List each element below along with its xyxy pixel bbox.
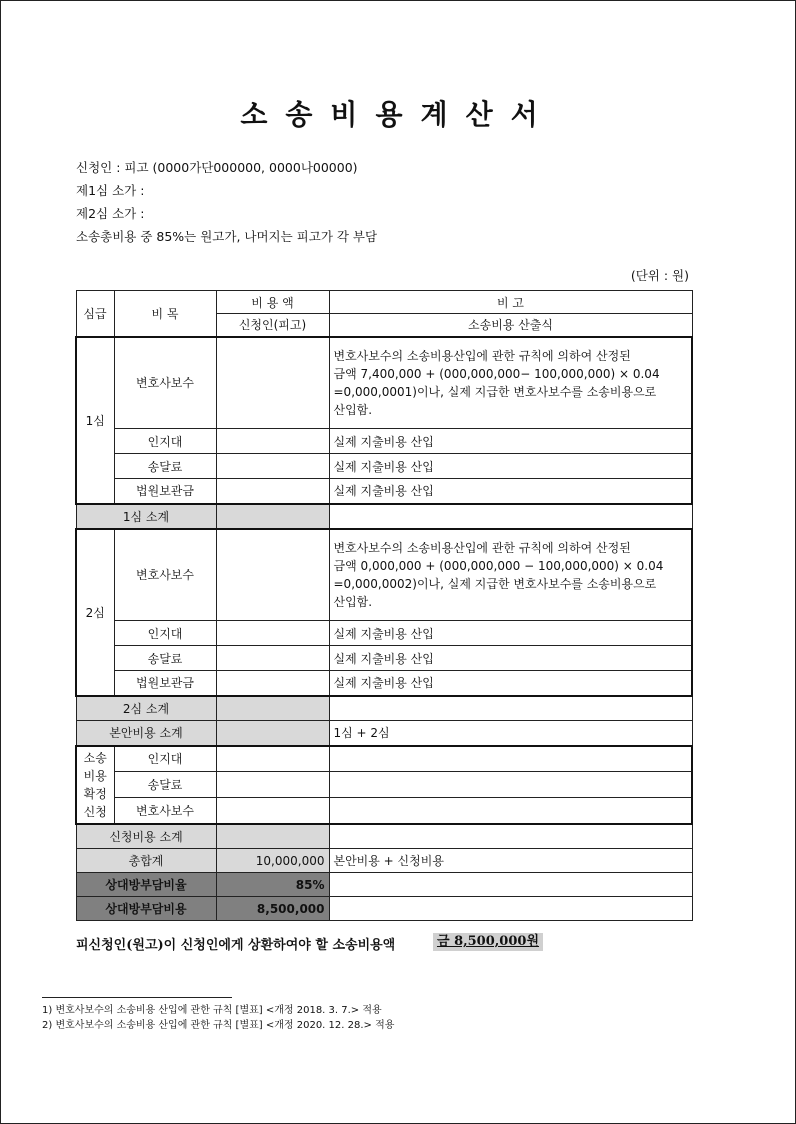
first-custody-note: 실제 지출비용 산입 <box>329 479 692 504</box>
note-line: 변호사보수의 소송비용산입에 관한 규칙에 의하여 산정된 <box>333 348 631 363</box>
main-subtotal-note: 1심 + 2심 <box>329 721 692 746</box>
footnote-2: 2) 변호사보수의 소송비용 산입에 관한 규칙 [별표] <개정 2020. 12. 28.> 적용 <box>42 1020 395 1031</box>
first-delivery-note: 실제 지출비용 산입 <box>329 454 692 479</box>
note-line: 금액 7,400,000 + (000,000,000− 100,000,000) × 0.04 <box>333 366 660 381</box>
confirm-delivery-row <box>76 772 692 798</box>
opponent-cost-value: 8,500,000 <box>216 897 329 921</box>
confirmation-label <box>76 746 114 824</box>
second-custody-note: 실제 지출비용 산입 <box>329 671 692 696</box>
confirm-lawyer-amount <box>216 798 329 824</box>
first-delivery-amount <box>216 454 329 479</box>
opponent-cost-label: 상대방부담비용 <box>76 897 216 921</box>
note-line: 금액 0,000,000 + (000,000,000 − 100,000,000) × 0.04 <box>333 558 664 573</box>
confirm-delivery-amount <box>216 772 329 798</box>
first-stamp-note: 실제 지출비용 산입 <box>329 429 692 454</box>
header-remark-sub: 소송비용 산출식 <box>329 314 692 337</box>
first-stamp-row <box>76 429 692 454</box>
first-custody-amount <box>216 479 329 504</box>
second-custody-amount <box>216 671 329 696</box>
first-delivery-row <box>76 454 692 479</box>
ratio-note <box>329 873 692 897</box>
unit-label: (단위 : 원) <box>630 268 689 283</box>
second-stamp-amount <box>216 621 329 646</box>
note-line: 산입함. <box>333 402 373 417</box>
first-subtotal-label: 1심 소계 <box>76 504 216 529</box>
main-subtotal-label: 본안비용 소계 <box>76 721 216 746</box>
first-stamp: 인지대 <box>114 429 216 454</box>
note-line: 변호사보수의 소송비용산입에 관한 규칙에 의하여 산정된 <box>333 540 631 555</box>
confirm-subtotal-amount <box>216 824 329 849</box>
header-level: 심급 <box>76 291 114 337</box>
second-custody-row <box>76 671 692 696</box>
summary-amount: 금 8,500,000원 <box>433 933 543 951</box>
ratio-label: 상대방부담비율 <box>76 873 216 897</box>
first-instance-label: 1심 <box>76 337 114 504</box>
first-lawyer-row <box>76 337 692 429</box>
confirm-stamp-amount <box>216 746 329 772</box>
second-custody: 법원보관금 <box>114 671 216 696</box>
first-lawyer-amount <box>216 337 329 429</box>
second-instance-label: 2심 <box>76 529 114 696</box>
second-subtotal-amount <box>216 696 329 721</box>
confirm-stamp-note <box>329 746 692 772</box>
cost-table <box>75 290 693 921</box>
label-line: 비용 <box>83 768 107 783</box>
total-amount: 10,000,000 <box>216 849 329 873</box>
confirm-stamp-row <box>76 746 692 772</box>
label-line: 소송 <box>83 750 107 765</box>
footnote-divider <box>42 997 232 998</box>
total-label: 총합계 <box>76 849 216 873</box>
first-lawyer-fee: 변호사보수 <box>114 337 216 429</box>
second-lawyer-row <box>76 529 692 621</box>
opponent-cost-note <box>329 897 692 921</box>
first-subtotal-row <box>76 504 692 529</box>
confirm-subtotal-note <box>329 824 692 849</box>
second-stamp-row <box>76 621 692 646</box>
confirm-subtotal-label: 신청비용 소계 <box>76 824 216 849</box>
second-lawyer-fee: 변호사보수 <box>114 529 216 621</box>
document-title: 소송비용계산서 <box>240 98 556 131</box>
second-delivery-row <box>76 646 692 671</box>
total-row <box>76 849 692 873</box>
header-amount-sub: 신청인(피고) <box>216 314 329 337</box>
summary-text: 피신청인(원고)이 신청인에게 상환하여야 할 소송비용액 <box>76 938 396 953</box>
first-subtotal-note <box>329 504 692 529</box>
burden-note: 소송총비용 중 85%는 원고가, 나머지는 피고가 각 부담 <box>76 229 378 244</box>
confirm-subtotal-row <box>76 824 692 849</box>
label-line: 확정 <box>83 786 107 801</box>
confirm-lawyer-note <box>329 798 692 824</box>
second-delivery-note: 실제 지출비용 산입 <box>329 646 692 671</box>
second-instance-value: 제2심 소가 : <box>76 206 145 221</box>
second-lawyer-note <box>329 529 692 621</box>
header-row <box>76 291 692 314</box>
opponent-cost-row <box>76 897 692 921</box>
second-subtotal-row <box>76 696 692 721</box>
second-delivery-amount <box>216 646 329 671</box>
second-stamp-note: 실제 지출비용 산입 <box>329 621 692 646</box>
first-instance-value: 제1심 소가 : <box>76 183 145 198</box>
first-delivery: 송달료 <box>114 454 216 479</box>
first-subtotal-amount <box>216 504 329 529</box>
note-line: =0,000,0002)이나, 실제 지급한 변호사보수를 소송비용으로 <box>333 576 657 591</box>
first-custody: 법원보관금 <box>114 479 216 504</box>
main-subtotal-amount <box>216 721 329 746</box>
second-lawyer-amount <box>216 529 329 621</box>
header-remark: 비 고 <box>329 291 692 314</box>
first-lawyer-note <box>329 337 692 429</box>
note-line: 산입함. <box>333 594 373 609</box>
header-amount: 비 용 액 <box>216 291 329 314</box>
label-line: 신청 <box>83 804 107 819</box>
first-stamp-amount <box>216 429 329 454</box>
header-item: 비 목 <box>114 291 216 337</box>
second-subtotal-note <box>329 696 692 721</box>
confirm-delivery-note <box>329 772 692 798</box>
ratio-value: 85% <box>216 873 329 897</box>
confirm-lawyer-row <box>76 798 692 824</box>
second-delivery: 송달료 <box>114 646 216 671</box>
note-line: =0,000,0001)이나, 실제 지급한 변호사보수를 소송비용으로 <box>333 384 657 399</box>
applicant-line: 신청인 : 피고 (0000가단000000, 0000나00000) <box>76 160 358 175</box>
ratio-row <box>76 873 692 897</box>
confirm-delivery: 송달료 <box>114 772 216 798</box>
second-stamp: 인지대 <box>114 621 216 646</box>
total-note: 본안비용 + 신청비용 <box>329 849 692 873</box>
second-subtotal-label: 2심 소계 <box>76 696 216 721</box>
confirm-lawyer-fee: 변호사보수 <box>114 798 216 824</box>
main-subtotal-row <box>76 721 692 746</box>
footnote-1: 1) 변호사보수의 소송비용 산입에 관한 규칙 [별표] <개정 2018. 3. 7.> 적용 <box>42 1005 382 1016</box>
first-custody-row <box>76 479 692 504</box>
confirm-stamp: 인지대 <box>114 746 216 772</box>
